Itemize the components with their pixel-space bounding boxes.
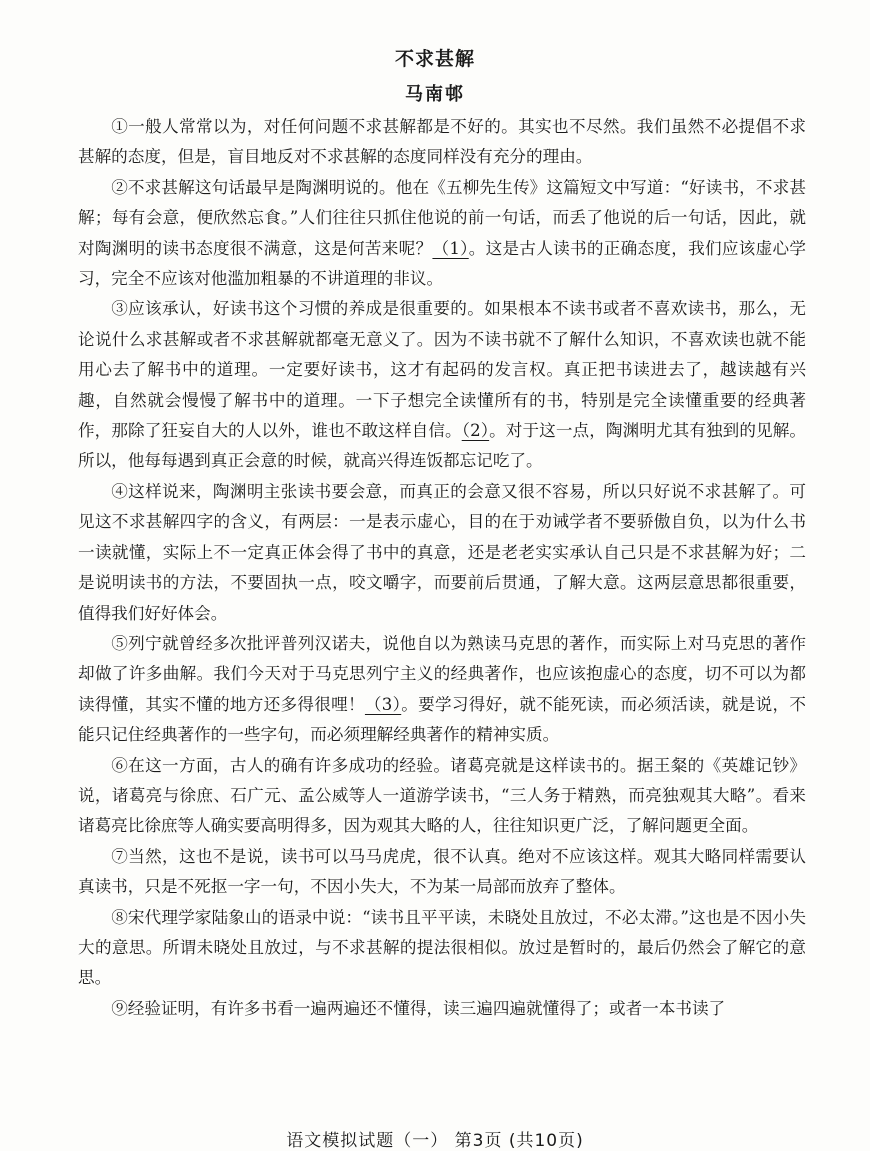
paragraph-text: ⑨经验证明，有许多书看一遍两遍还不懂得，读三遍四遍就懂得了；或者一本书读了: [111, 998, 726, 1018]
paragraph-1: [78, 112, 806, 173]
article-body: [78, 112, 806, 1024]
paragraph-text: ④这样说来，陶渊明主张读书要会意，而真正的会意又很不容易，所以只好说不求甚解了。可见这不求甚解四字的含义，有两层：一是表示虚心，目的在于劝诫学者不要骄傲自负，以为什么书一读就懂，实际上不一定真正体会得了书中的真意，还是老老实实承认自己只是不求甚解为好；二是说明读书的方法，不要固执一点，咬文嚼字，而要前后贯通，了解大意。这两层意思都很重要，值得我们好好体会。: [78, 481, 806, 623]
answer-blank: （1）: [432, 238, 469, 258]
paragraph-5: [78, 629, 806, 751]
paragraph-text: ⑥在这一方面，古人的确有许多成功的经验。诸葛亮就是这样读书的。据王粲的《英雄记钞》说，诸葛亮与徐庶、石广元、孟公威等人一道游学读书，“三人务于精熟，而亮独观其大略”。看来诸葛亮比徐庶等人确实要高明得多，因为观其大略的人，往往知识更广泛，了解问题更全面。: [78, 755, 806, 836]
paragraph-6: [78, 751, 806, 842]
answer-blank: （2）: [461, 421, 490, 441]
article-title: 不求甚解: [394, 48, 475, 70]
answer-blank: （3）: [364, 694, 402, 714]
paragraph-3: [78, 294, 806, 476]
paragraph-9: [78, 994, 806, 1024]
paragraph-8: [78, 903, 806, 994]
paragraph-text: ①一般人常常以为，对任何问题不求甚解都是不好的。其实也不尽然。我们虽然不必提倡不求甚解的态度，但是，盲目地反对不求甚解的态度同样没有充分的理由。: [78, 117, 806, 167]
paragraph-text: ⑤列宁就曾经多次批评普列汉诺夫，说他自以为熟读马克思的著作，而实际上对马克思的著作却做了许多曲解。我们今天对于马克思列宁主义的经典著作，也应该抱虚心的态度，切不可以为都读得懂，其实不懂的地方还多得很哩！: [78, 633, 806, 714]
paragraph-text: ⑧宋代理学家陆象山的语录中说：“读书且平平读，未晓处且放过，不必太滞。”这也是不因小失大的意思。所谓未晓处且放过，与不求甚解的提法很相似。放过是暂时的，最后仍然会了解它的意思。: [78, 907, 806, 988]
page-footer: 语文模拟试题（一） 第3页 (共10页): [286, 1131, 584, 1151]
paragraph-text: 。这是古人读书的正确态度，我们应该虚心学习，完全不应该对他滥加粗暴的不讲道理的非议。: [78, 238, 807, 289]
paragraph-7: [78, 842, 806, 903]
paragraph-text: ③应该承认，好读书这个习惯的养成是很重要的。如果根本不读书或者不喜欢读书，那么，无论说什么求甚解或者不求甚解就都毫无意义了。因为不读书就不了解什么知识，不喜欢读也就不能用心去了解书中的道理。一定要好读书，这才有起码的发言权。真正把书读进去了，越读越有兴趣，自然就会慢慢了解书中的道理。一下子想完全读懂所有的书，特别是完全读懂重要的经典著作，那除了狂妄自大的人以外，谁也不敢这样自信。: [78, 299, 806, 441]
paragraph-2: [78, 173, 806, 295]
paragraph-text: ⑦当然，这也不是说，读书可以马马虎虎，很不认真。绝对不应该这样。观其大略同样需要认真读书，只是不死抠一字一句，不因小失大，不为某一局部而放弃了整体。: [78, 846, 806, 897]
paragraph-text: ②不求甚解这句话最早是陶渊明说的。他在《五柳先生传》这篇短文中写道：“好读书，不求甚解；每有会意，便欣然忘食。”人们往往只抓住他说的前一句话，而丢了他说的后一句话，因此，就对陶渊明的读书态度很不满意，这是何苦来呢？: [78, 177, 806, 258]
article-author: 马南邨: [405, 84, 465, 105]
paragraph-4: [78, 477, 806, 629]
paragraph-text: 。对于这一点，陶渊明尤其有独到的见解。所以，他每每遇到真正会意的时候，就高兴得连饭都忘记吃了。: [78, 421, 807, 471]
paragraph-text: 。要学习得好，就不能死读，而必须活读，就是说，不能只记住经典著作的一些字句，而必须理解经典著作的精神实质。: [78, 694, 806, 745]
